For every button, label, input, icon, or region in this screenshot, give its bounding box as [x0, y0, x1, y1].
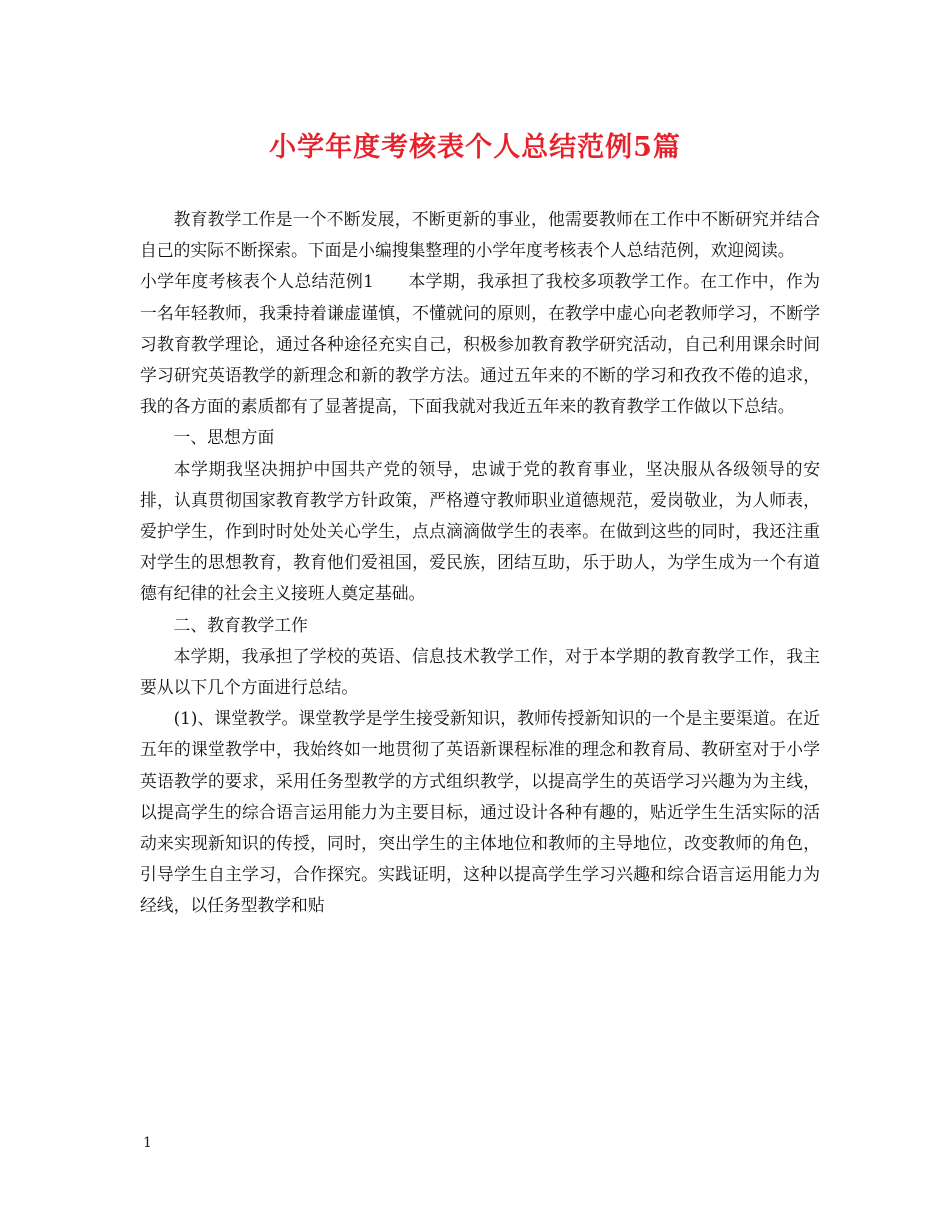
document-title: 小学年度考核表个人总结范例5篇	[269, 132, 681, 163]
teaching-paragraph: 本学期，我承担了学校的英语、信息技术教学工作，对于本学期的教育教学工作，我主要从以下几个方面进行总结。	[140, 645, 820, 698]
page-number: 1	[143, 1135, 152, 1151]
intro-paragraph: 教育教学工作是一个不断发展，不断更新的事业，他需要教师在工作中不断研究并结合自己的实际不断探索。下面是小编搜集整理的小学年度考核表个人总结范例，欢迎阅读。	[140, 209, 820, 261]
classroom-teaching-paragraph: (1)、课堂教学。课堂教学是学生接受新知识，教师传授新知识的一个是主要渠道。在近五年的课堂教学中，我始终如一地贯彻了英语新课程标准的理念和教育局、教研室对于小学英语教学的要求，采用任务型教学的方式组织教学，以提高学生的英语学习兴趣为为主线，以提高学生的综合语言运用能力为主要目标，通过设计各种有趣的，贴近学生生活实际的活动来实现新知识的传授，同时，突出学生的主体地位和教师的主导地位，改变教师的角色，引导学生自主学习，合作探究。实践证明，这种以提高学生学习兴趣和综合语言运用能力为经线，以任务型教学和贴	[140, 708, 820, 916]
section-heading-thought: 一、思想方面	[173, 427, 275, 448]
thought-paragraph: 本学期我坚决拥护中国共产党的领导，忠诚于党的教育事业，坚决服从各级领导的安排，认真贯彻国家教育教学方针政策，严格遵守教师职业道德规范，爱岗敬业，为人师表，爱护学生，作到时时处处关心学生，点点滴滴做学生的表率。在做到这些的同时，我还注重对学生的思想教育，教育他们爱祖国，爱民族，团结互助，乐于助人，为学生成为一个有道德有纪律的社会主义接班人奠定基础。	[140, 458, 820, 604]
example-1-paragraph: 小学年度考核表个人总结范例1 本学期，我承担了我校多项教学工作。在工作中，作为一名年轻教师，我秉持着谦虚谨慎，不懂就问的原则，在教学中虚心向老教师学习，不断学习教育教学理论，通过各种途径充实自己，积极参加教育教学研究活动，自己利用课余时间学习研究英语教学的新理念和新的教学方法。通过五年来的不断的学习和孜孜不倦的追求，我的各方面的素质都有了显著提高，下面我就对我近五年来的教育教学工作做以下总结。	[140, 271, 820, 417]
section-heading-teaching: 二、教育教学工作	[173, 614, 308, 635]
document-body	[140, 204, 820, 922]
